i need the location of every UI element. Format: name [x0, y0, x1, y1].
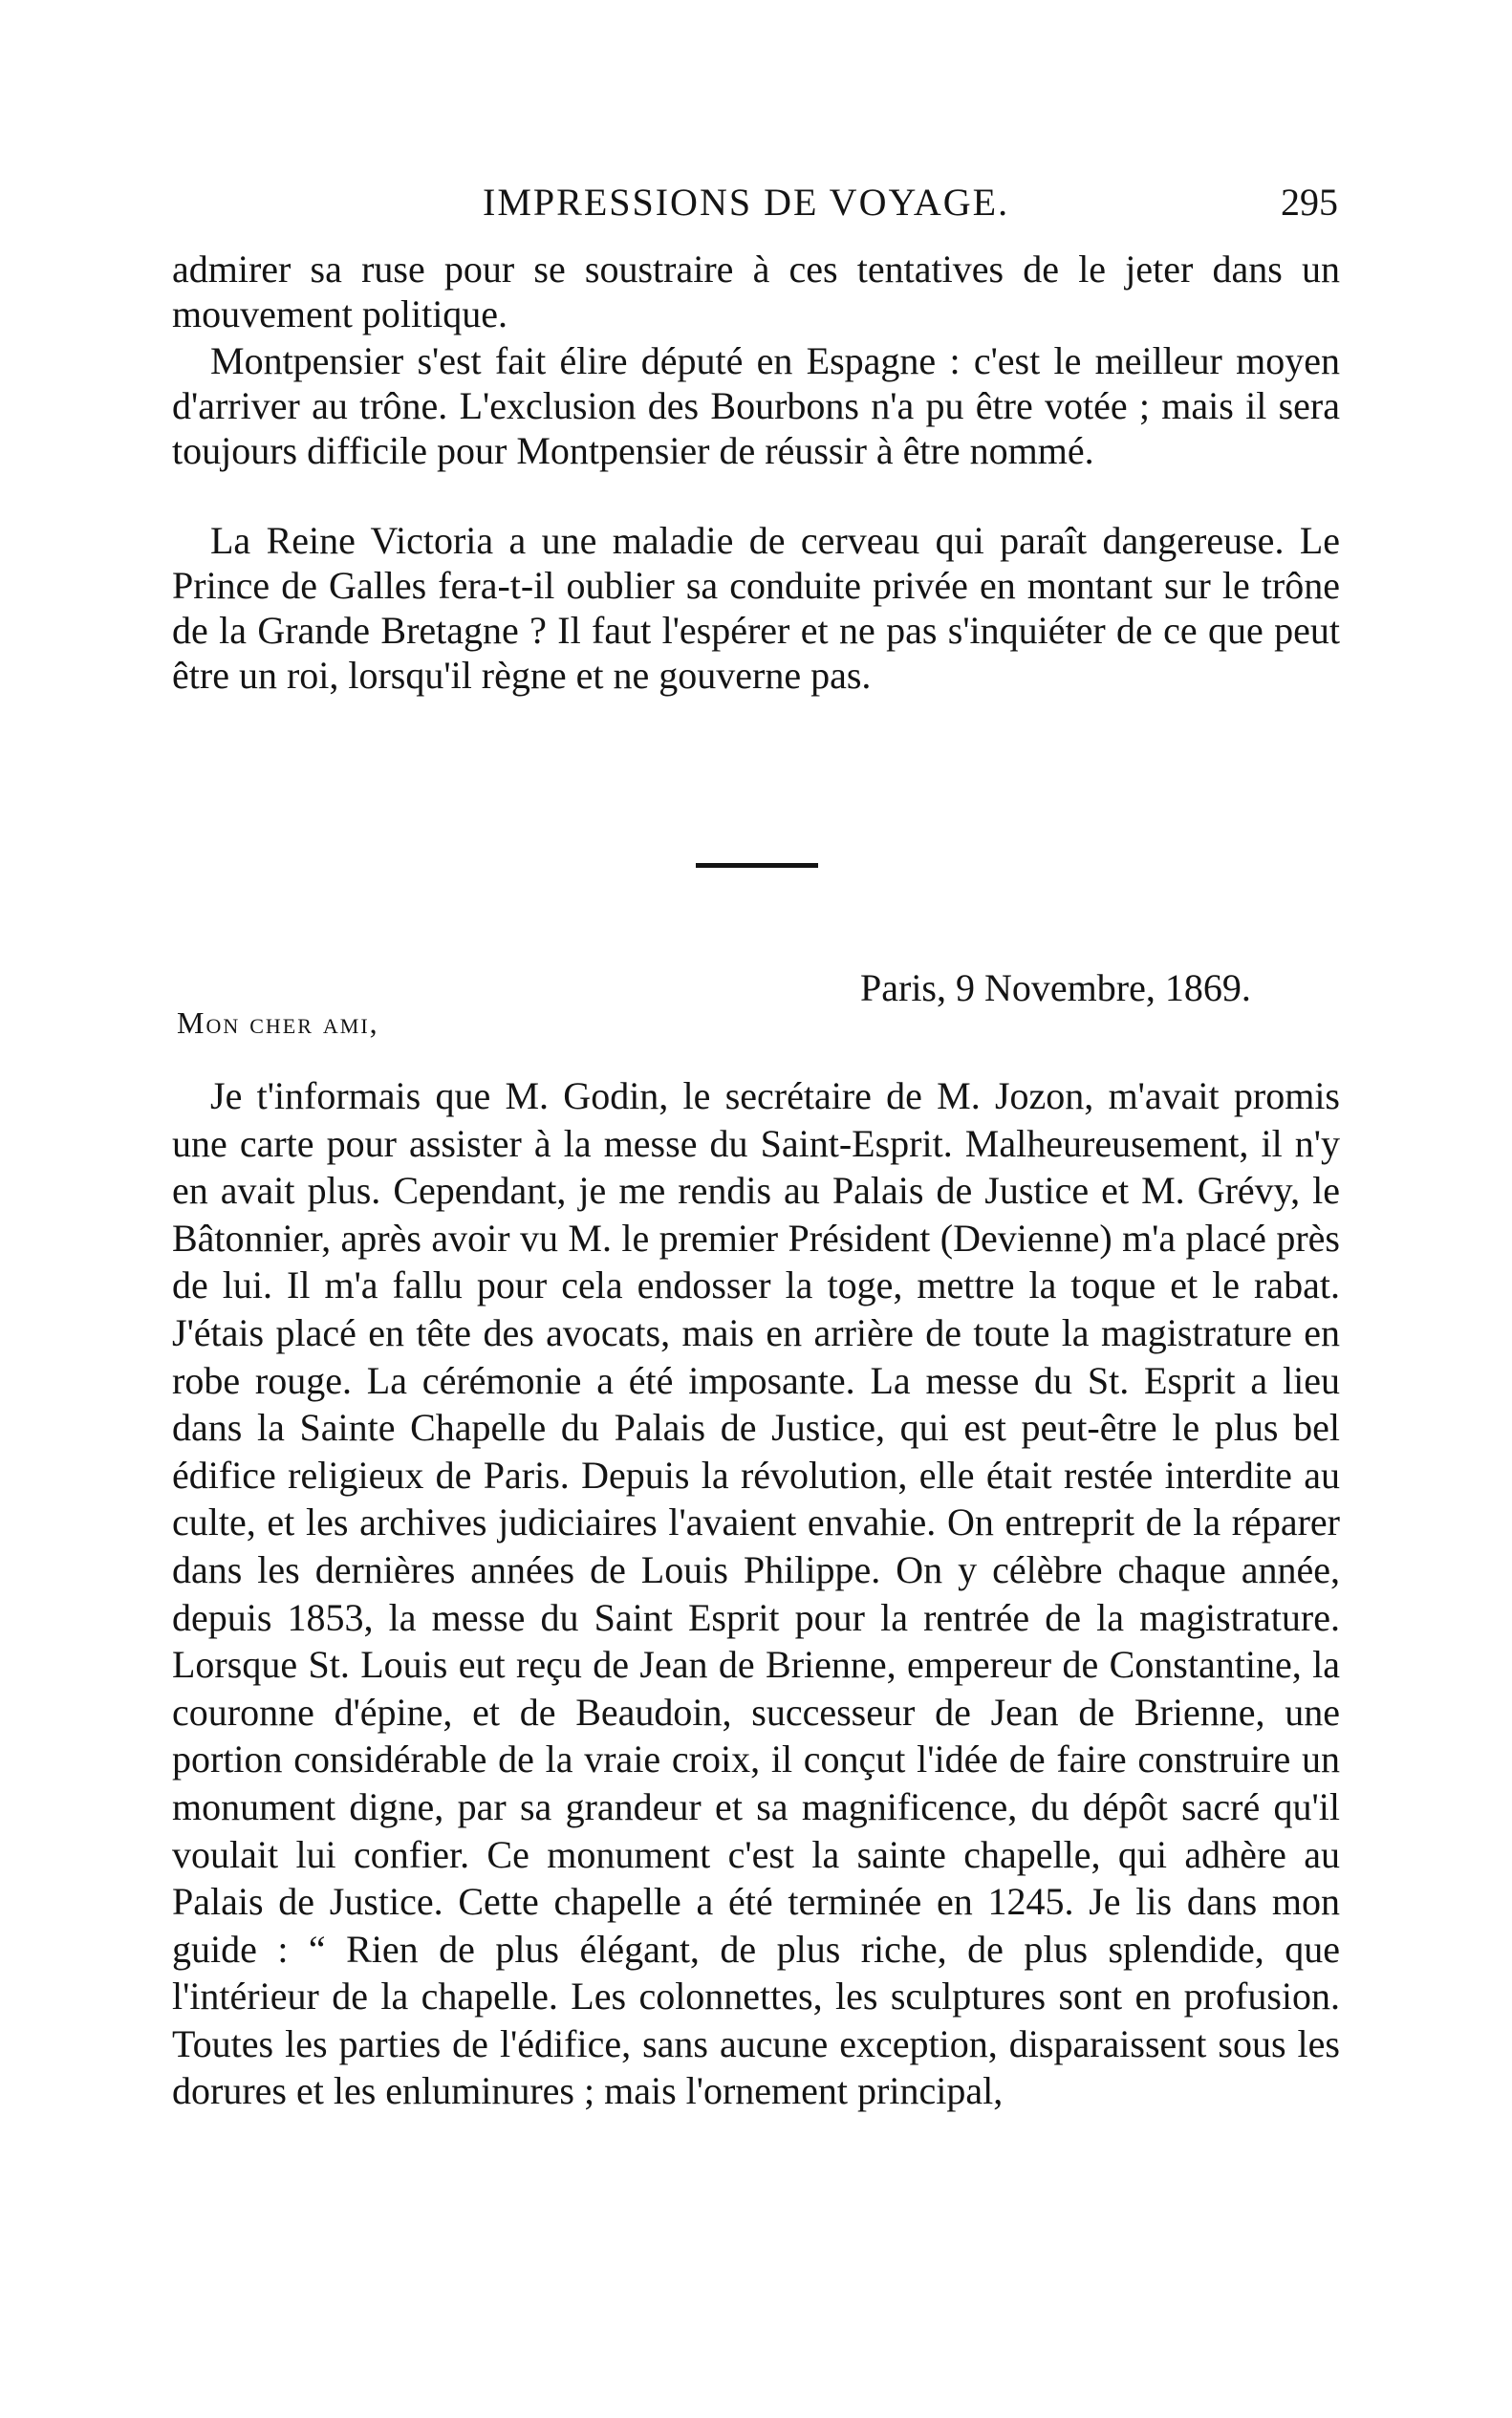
paragraph: admirer sa ruse pour se soustraire à ces tentatives de le jeter dans un mouvement politique. [172, 248, 1340, 335]
paragraph: Montpensier s'est fait élire député en Espagne : c'est le meilleur moyen d'arriver au trône. L'exclusion des Bourbons n'a pu être votée ; mais il sera toujours difficile pour Montpensier de réussir à être nommé. [172, 339, 1340, 472]
running-title: IMPRESSIONS DE VOYAGE. [483, 181, 1010, 224]
section-divider [696, 863, 818, 868]
letter-body: Je t'informais que M. Godin, le secrétaire de M. Jozon, m'avait promis une carte pour assister à la messe du Saint-Esprit. Malheureusement, il n'y en avait plus. Cependant, je me rendis au Palais de Justice et M. Grévy, le Bâtonnier, après avoir vu M. le premier Président (Devienne) m'a placé près de lui. Il m'a fallu pour cela endosser la toge, mettre la toque et le rabat. J'étais placé en tête des avocats, mais en arrière de toute la magistrature en robe rouge. La cérémonie a été imposante. La messe du St. Esprit a lieu dans la Sainte Chapelle du Palais de Justice, qui est peut-être le plus bel édifice religieux de Paris. Depuis la révolution, elle était restée interdite au culte, et les archives judiciaires l'avaient envahie. On entreprit de la réparer dans les dernières années de Louis Philippe. On y célèbre chaque année, depuis 1853, la messe du Saint Esprit pour la rentrée de la magistrature. Lorsque St. Louis eut reçu de Jean de Brienne, empereur de Constantine, la couronne d'épine, et de Beaudoin, successeur de Jean de Brienne, une portion considérable de la vraie croix, il conçut l'idée de faire construire un monument digne, par sa grandeur et sa magnificence, du dépôt sacré qu'il voulait lui confier. Ce monument c'est la sainte chapelle, qui adhère au Palais de Justice. Cette chapelle a été terminée en 1245. Je lis dans mon guide : “ Rien de plus élégant, de plus riche, de plus splendide, que l'intérieur de la chapelle. Les colonnettes, les sculptures sont en profusion. Toutes les parties de l'édifice, sans aucune exception, disparaissent sous les dorures et les enluminures ; mais l'ornement principal, [172, 1074, 1340, 2113]
letter-dateline: Paris, 9 Novembre, 1869. [860, 966, 1251, 1009]
page-header [172, 180, 1338, 237]
page-number: 295 [1281, 181, 1338, 224]
paragraph: La Reine Victoria a une maladie de cerveau qui paraît dangereuse. Le Prince de Galles fera-t-il oublier sa conduite privée en montant sur le trône de la Grande Bretagne ? Il faut l'espérer et ne pas s'inquiéter de ce que peut être un roi, lorsqu'il règne et ne gouverne pas. [172, 519, 1340, 697]
letter-salutation: Mon cher ami, [177, 1005, 379, 1040]
